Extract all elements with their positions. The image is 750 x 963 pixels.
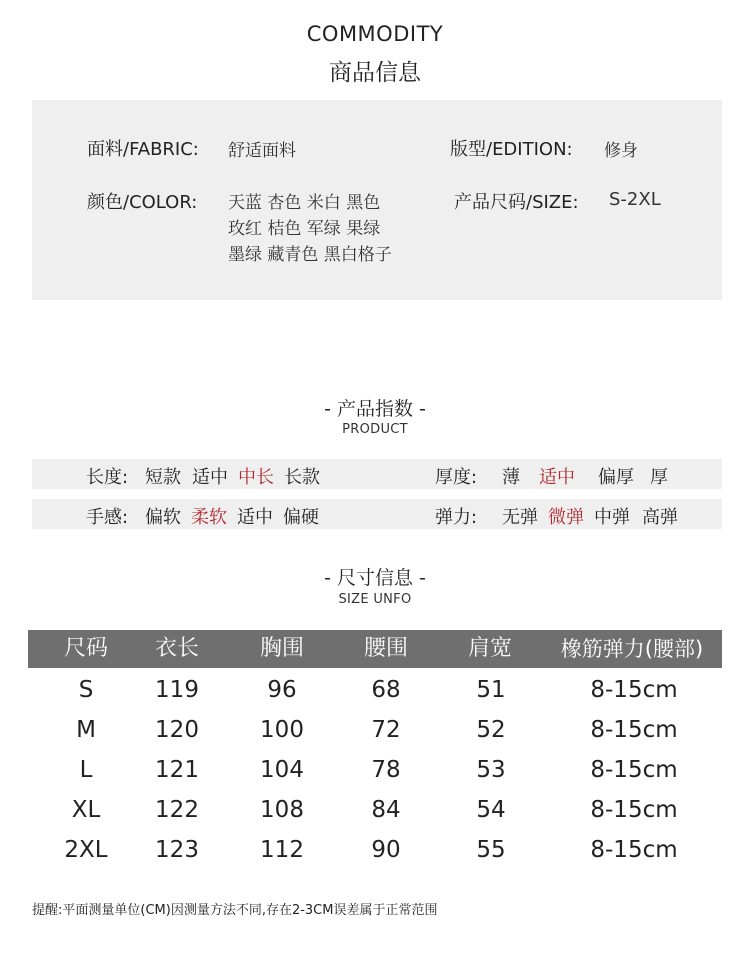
measurement-cell: 8-15cm	[590, 677, 678, 703]
size-table-header	[28, 630, 722, 668]
elasticity-option: 微弹	[548, 507, 584, 528]
index-row-2	[32, 499, 722, 529]
thickness-option: 厚	[650, 467, 668, 488]
measurement-cell: 55	[476, 837, 506, 863]
commodity-title-zh: 商品信息	[329, 60, 421, 86]
measurement-cell: 8-15cm	[590, 757, 678, 783]
color-label: 颜色/COLOR:	[87, 192, 198, 213]
measurement-cell: 96	[267, 677, 297, 703]
size-range-value: S-2XL	[609, 189, 661, 210]
measurement-cell: 108	[260, 797, 304, 823]
table-header-cell: 衣长	[154, 636, 199, 661]
measurement-cell: 72	[371, 717, 401, 743]
size-label: 产品尺码/SIZE:	[454, 192, 579, 213]
commodity-info-panel	[32, 100, 722, 300]
measurement-cell: 8-15cm	[590, 797, 678, 823]
measurement-cell: 122	[155, 797, 199, 823]
length-option: 适中	[192, 467, 228, 488]
color-values-line-2: 玫红 桔色 军绿 果绿	[228, 219, 381, 239]
feel-label: 手感:	[86, 507, 129, 528]
size-cell: L	[79, 757, 93, 783]
measurement-cell: 51	[476, 677, 506, 703]
feel-option: 偏软	[145, 507, 181, 528]
thickness-option: 偏厚	[598, 467, 634, 488]
edition-label: 版型/EDITION:	[450, 139, 573, 160]
table-header-cell: 橡筋弹力(腰部)	[560, 637, 704, 661]
elasticity-option: 高弹	[642, 507, 678, 528]
color-values-line-1: 天蓝 杏色 米白 黑色	[228, 193, 381, 213]
measurement-cell: 52	[476, 717, 506, 743]
measurement-cell: 104	[260, 757, 304, 783]
edition-value: 修身	[604, 141, 638, 161]
size-cell: S	[78, 677, 94, 703]
index-row-1	[32, 459, 722, 489]
measurement-cell: 78	[371, 757, 401, 783]
measurement-cell: 8-15cm	[590, 837, 678, 863]
feel-option: 柔软	[191, 507, 227, 528]
size-cell: XL	[71, 797, 101, 823]
measurement-note: 提醒:平面测量单位(CM)因测量方法不同,存在2-3CM误差属于正常范围	[32, 903, 438, 918]
length-option: 中长	[238, 467, 274, 488]
elasticity-label: 弹力:	[435, 507, 478, 528]
size-cell: M	[76, 717, 96, 743]
measurement-cell: 120	[155, 717, 199, 743]
product-index-title: - 产品指数 -	[324, 398, 426, 420]
table-header-cell: 胸围	[259, 636, 304, 661]
measurement-cell: 100	[260, 717, 304, 743]
size-cell: 2XL	[64, 837, 108, 863]
thickness-option: 适中	[539, 467, 575, 488]
measurement-cell: 90	[371, 837, 401, 863]
thickness-label: 厚度:	[435, 467, 478, 488]
fabric-value: 舒适面料	[228, 141, 296, 161]
feel-option: 适中	[237, 507, 273, 528]
table-header-cell: 尺码	[63, 636, 108, 661]
measurement-cell: 84	[371, 797, 401, 823]
measurement-cell: 54	[476, 797, 506, 823]
elasticity-option: 中弹	[594, 507, 630, 528]
table-header-cell: 肩宽	[467, 636, 512, 661]
length-option: 短款	[145, 467, 181, 488]
measurement-cell: 112	[260, 837, 304, 863]
size-info-title: - 尺寸信息 -	[324, 567, 426, 589]
measurement-cell: 8-15cm	[590, 717, 678, 743]
product-index-subtitle: PRODUCT	[342, 422, 408, 437]
commodity-title-en: COMMODITY	[306, 22, 444, 46]
length-label: 长度:	[86, 467, 129, 488]
thickness-option: 薄	[502, 467, 520, 488]
measurement-cell: 123	[155, 837, 199, 863]
feel-option: 偏硬	[283, 507, 319, 528]
elasticity-option: 无弹	[502, 507, 538, 528]
size-info-subtitle: SIZE UNFO	[338, 592, 412, 607]
measurement-cell: 119	[155, 677, 199, 703]
length-option: 长款	[284, 467, 320, 488]
measurement-cell: 68	[371, 677, 401, 703]
fabric-label: 面料/FABRIC:	[87, 139, 199, 160]
measurement-cell: 53	[476, 757, 506, 783]
color-values-line-3: 墨绿 藏青色 黑白格子	[228, 245, 392, 265]
table-header-cell: 腰围	[363, 636, 408, 661]
measurement-cell: 121	[155, 757, 199, 783]
